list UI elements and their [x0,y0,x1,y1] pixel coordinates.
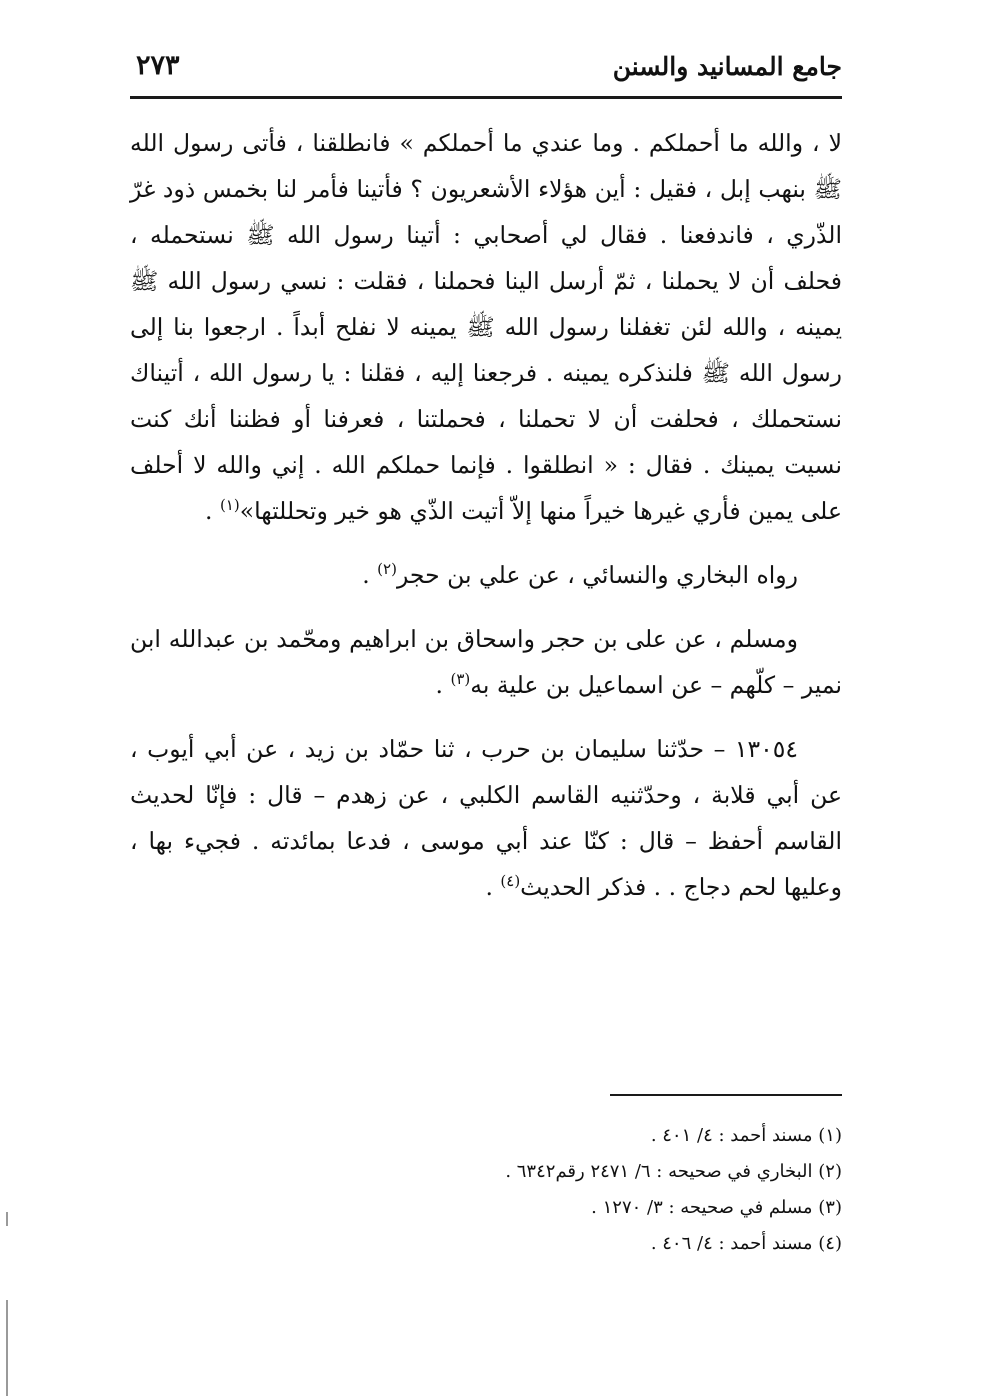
footnote-divider [610,1094,842,1096]
footnote-ref: (٢) [377,560,397,579]
page-number: ٢٧٣ [136,50,180,81]
hadith-paragraph [130,726,842,910]
narration-source [130,552,842,598]
footnote: (٤) مسند أحمد : ٤/ ٤٠٦ . [650,1233,842,1254]
running-header [130,44,842,99]
scan-margin-mark [6,1300,8,1396]
footnote: (٢) البخاري في صحيحه : ٦/ ٢٤٧١ رقم٦٣٤٢ . [505,1161,842,1182]
paragraph-end: . [204,497,220,525]
narration-source [130,616,842,708]
paragraph-end: . [362,561,378,589]
footnote: (١) مسند أحمد : ٤/ ٤٠١ . [650,1125,842,1146]
main-text [130,120,842,910]
footnotes [130,1118,842,1262]
footnote: (٣) مسلم في صحيحه : ٣/ ١٢٧٠ . [591,1197,842,1218]
paragraph-text: ١٣٠٥٤ – حدّثنا سليمان بن حرب ، ثنا حمّاد بن زيد ، عن أبي أيوب ، عن أبي قلابة ، وحدّثنيه القاسم الكلبي ، عن زهدم – قال : فإنّا لحديث القاسم أحفظ – قال : كنّا عند أبي موسى ، فدعا بمائدته . فجيء بها ، وعليها لحم دجاج . . فذكر الحديث [130,735,842,901]
footnote-ref: (٤) [500,872,521,891]
footnote-ref: (٣) [450,670,471,689]
scan-margin-mark [6,1212,8,1226]
hadith-paragraph [130,120,842,534]
footnote-ref: (١) [219,496,240,515]
paragraph-end: . [435,671,451,699]
book-title: جامع المسانيد والسنن [612,52,842,81]
paragraph-text: ومسلم ، عن على بن حجر واسحاق بن ابراهيم ومحّمد بن عبدالله ابن نمير – كلّهم – عن اسماعيل بن علية به [130,625,842,699]
paragraph-text: رواه البخاري والنسائي ، عن علي بن حجر [396,561,798,589]
paragraph-end: . [485,873,501,901]
paragraph-text: لا ، والله ما أحملكم . وما عندي ما أحملكم » فانطلقنا ، فأتى رسول الله ﷺ بنهب إبل ، فقيل : أين هؤلاء الأشعريون ؟ فأتينا فأمر لنا بخمس ذود غرّ الذّري ، فاندفعنا . فقال لي أصحابي : أتينا رسول الله ﷺ نستحمله ، فحلف أن لا يحملنا ، ثمّ أرسل الينا فحملنا ، فقلت : نسي رسول الله ﷺ يمينه ، والله لئن تغفلنا رسول الله ﷺ يمينه لا نفلح أبداً . ارجعوا بنا إلى رسول الله ﷺ فلنذكره يمينه . فرجعنا إليه ، فقلنا : يا رسول الله ، أتيناك نستحملك ، فحلفت أن لا تحملنا ، فحملتنا ، فعرفنا أو فظننا أنك كنت نسيت يمينك . فقال : « انطلقوا . فإنما حملكم الله . إني والله لا أحلف على يمين فأري غيرها خيراً منها إلاّ أتيت الذّي هو خير وتحللتها» [130,129,842,525]
